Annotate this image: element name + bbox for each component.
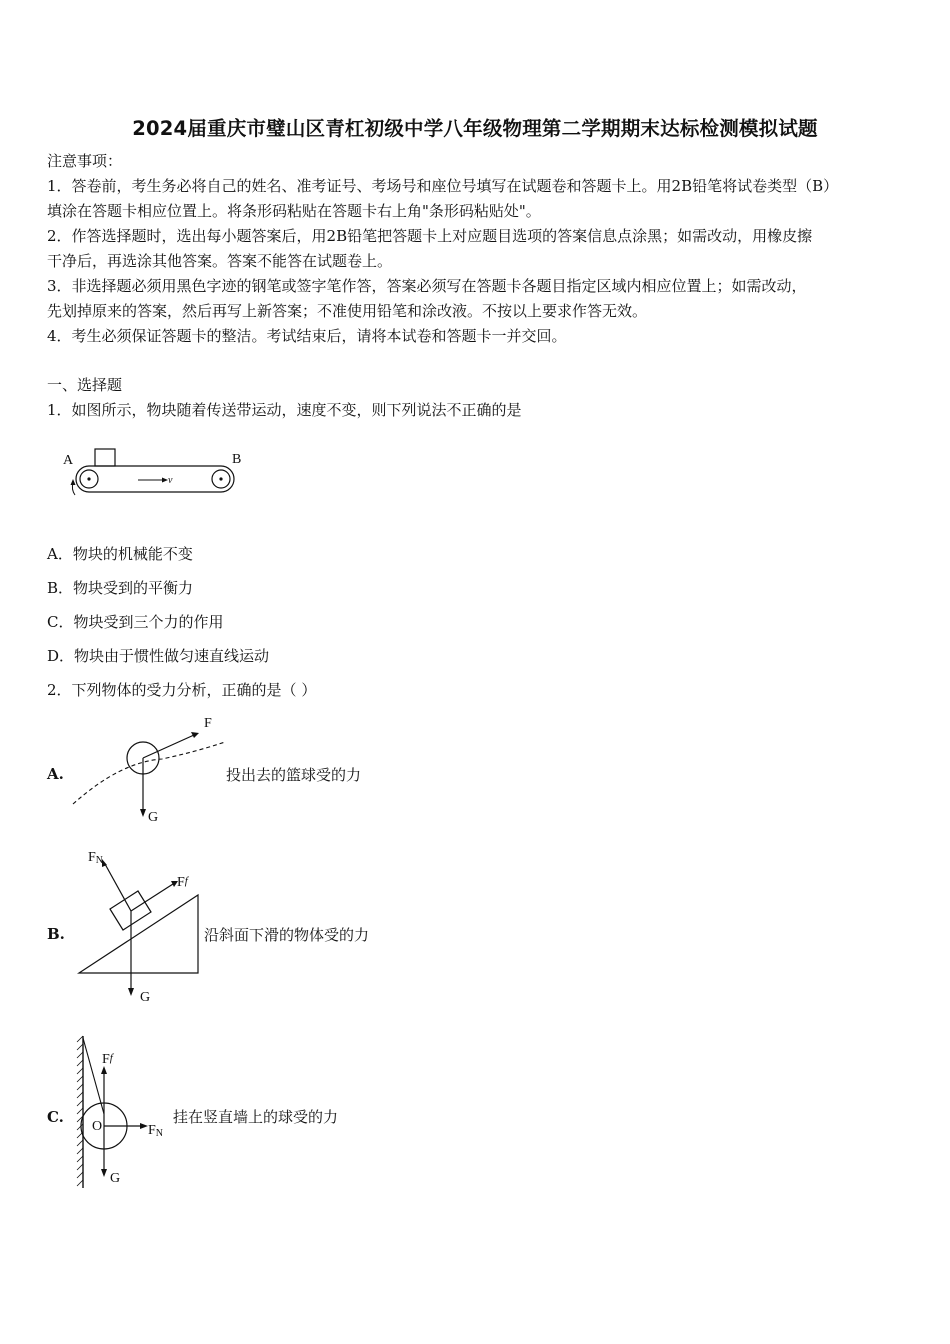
q1-option-d: D．物块由于惯性做匀速直线运动 [47,647,270,665]
q2-option-b-caption: 沿斜面下滑的物体受的力 [204,926,370,944]
basketball-force-figure [70,712,240,827]
notes-line: 1．答卷前，考生务必将自己的姓名、准考证号、考场号和座位号填写在试题卷和答题卡上。用2B铅笔将试卷类型（B） [47,177,839,195]
notes-line: 干净后，再选涂其他答案。答案不能答在试题卷上。 [47,252,393,270]
notes-line: 4．考生必须保证答题卡的整洁。考试结束后，请将本试卷和答题卡一并交回。 [47,327,567,345]
wall-ball-force-figure [74,1034,184,1192]
q2-option-a-letter: A. [47,765,64,783]
conveyor-belt-figure [60,445,260,505]
q2-option-c-letter: C. [47,1108,64,1126]
label-a: A [63,453,74,468]
q2-option-b-letter: B. [47,925,65,943]
force-label-fn: FN [88,850,104,866]
rope-line [83,1038,104,1114]
force-label-g: G [140,990,151,1005]
section-heading: 一、选择题 [47,376,123,394]
block-shape [95,449,115,466]
question-2-stem: 2．下列物体的受力分析，正确的是（ ） [47,681,317,699]
page-title: 2024届重庆市璧山区青杠初级中学八年级物理第二学期期末达标检测模拟试题 [132,117,818,140]
q1-option-c: C．物块受到三个力的作用 [47,613,224,631]
force-label-ff: Ff [177,875,188,890]
incline-force-figure [76,845,216,1005]
notes-line: 先划掉原来的答案，然后再写上新答案；不准使用铅笔和涂改液。不按以上要求作答无效。 [47,302,648,320]
notes-line: 填涂在答题卡相应位置上。将条形码粘贴在答题卡右上角"条形码粘贴处"。 [47,202,541,220]
velocity-label: v [168,475,173,486]
q1-option-b: B．物块受到的平衡力 [47,579,194,597]
force-label-g: G [148,810,159,825]
notes-heading: 注意事项： [47,152,123,170]
question-1-stem: 1．如图所示，物块随着传送带运动，速度不变，则下列说法不正确的是 [47,401,522,419]
force-label-fn: FN [148,1123,164,1139]
notes-line: 2．作答选择题时，选出每小题答案后，用2B铅笔把答题卡上对应题目选项的答案信息点涂黑；如需改动，用橡皮擦 [47,227,813,245]
force-label-f: F [204,716,212,731]
q2-option-c-caption: 挂在竖直墙上的球受的力 [173,1108,339,1126]
label-b: B [232,452,242,467]
center-label-o: O [92,1119,103,1134]
q1-option-a: A．物块的机械能不变 [47,545,193,563]
q2-option-a-caption: 投出去的篮球受的力 [226,766,362,784]
force-label-ff: Ff [102,1052,113,1067]
notes-line: 3．非选择题必须用黑色字迹的钢笔或签字笔作答，答案必须写在答题卡各题目指定区域内相应位置上；如需改动， [47,277,807,295]
force-label-g: G [110,1171,121,1186]
